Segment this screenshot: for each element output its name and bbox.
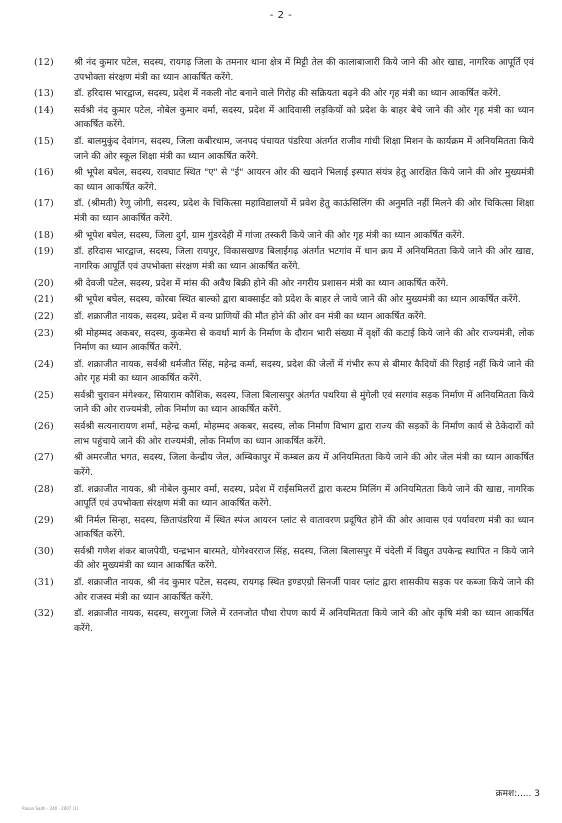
item-text: श्री मोहम्मद अकबर, सदस्य, कुकमेरा से कवर्धा मार्ग के निर्माण के दौरान भारी संख्या में वृक्षों की कटाई किये जाने की ओर राज्यमंत्री, लोक निर्माण का ध्यान आकर्षित करेंगे. — [74, 327, 534, 354]
item-text: श्री निर्मल सिन्हा, सदस्य, छितापंडरिया में स्थित स्पंज आयरन प्लांट से वातावरण प्रदूषित होने की ओर आवास एवं पर्यावरण मंत्री का ध्यान आकर्षित करेंगे. — [74, 514, 534, 541]
page-number: - 2 - — [269, 10, 293, 21]
list-item — [34, 245, 534, 274]
list-item — [34, 451, 534, 480]
item-number: (29) — [34, 514, 54, 526]
list-item — [34, 197, 534, 226]
list-item — [34, 358, 534, 387]
item-number: (31) — [34, 577, 54, 589]
item-number: (28) — [34, 483, 54, 495]
footer-print-info: Rasan Sadh - 240 - 2007 (1) — [22, 806, 79, 811]
item-number: (16) — [34, 167, 54, 179]
item-number: (12) — [34, 57, 54, 68]
item-text: सर्वश्री नंद कुमार पटेल, नोबेल कुमार वर्मा, सदस्य, प्रदेश में आदिवासी लड़कियों को प्रदेश के बाहर बेचे जाने की ओर गृह मंत्री का ध्यान आकर्षित करेंगे. — [74, 104, 534, 131]
item-number: (26) — [34, 421, 54, 433]
list-item — [34, 420, 534, 449]
item-number: (32) — [34, 608, 54, 620]
item-number: (22) — [34, 310, 54, 322]
item-number: (19) — [34, 246, 54, 258]
item-number: (18) — [34, 229, 54, 241]
item-text: डॉ. बालमुकुंद देवांगन, सदस्य, जिला कबीरधाम, जनपद पंचायत पंडरिया अंतर्गत राजीव गांधी शिक्षा मिशन के कार्यक्रम में अनियमितता किये जाने की ओर स्कूल शिक्षा मंत्री का ध्यान आकर्षित करेंगे. — [74, 136, 534, 162]
item-text: डॉ. शक्राजीत नायक, श्री नोबेल कुमार वर्मा, सदस्य, प्रदेश में राईसमिलरों द्वारा कस्टम मिलिंग में अनियमितता किये जाने की खाद्य, नागरिक आपूर्ति एवं उपभोक्ता संरक्षण मंत्री का ध्यान आकर्षित करेंगे. — [74, 483, 534, 509]
list-item — [34, 87, 534, 102]
item-text: श्री भूपेश बघेल, सदस्य, कोरबा स्थित बाल्को द्वारा बाक्साईट को प्रदेश के बाहर ले जाये जाने की ओर मुख्यमंत्री का ध्यान आकर्षित करेंगे. — [74, 294, 521, 306]
list-item — [34, 389, 534, 418]
item-text: सर्वश्री सत्यनारायण शर्मा, महेन्द्र कर्मा, मोहम्मद अकबर, सदस्य, लोक निर्माण विभाग द्वारा राज्य की सड़कों के निर्माण कार्य से ठेकेदारों को लाभ पहुंचाये जाने की ओर राज्यमंत्री, लोक निर्माण का ध्यान आकर्षित करेंगे. — [74, 421, 534, 447]
item-text: डॉ. हरिदास भारद्वाज, सदस्य, जिला रायपुर, विकासखण्ड बिलाईगढ़ अंतर्गत भटगांव में धान क्रय में अनियमितता किये जाने की ओर खाद्य, नागरिक आपूर्ति एवं उपभोक्ता संरक्षण मंत्री का ध्यान आकर्षित करेंगे. — [74, 246, 534, 272]
list-item — [34, 310, 534, 325]
attention-motion-list — [34, 56, 534, 638]
list-item — [34, 166, 534, 195]
list-item — [34, 104, 534, 133]
item-text: डॉ. (श्रीमती) रेणु जोगी, सदस्य, प्रदेश के चिकित्सा महाविद्यालयों में प्रवेश हेतु काऊंसिलिंग की अनुमति नहीं मिलने की ओर चिकित्सा शिक्षा मंत्री का ध्यान आकर्षित करेंगे. — [74, 198, 534, 224]
item-text: सर्वश्री चुरावन मंगेश्कर, सियाराम कौशिक, सदस्य, जिला बिलासपुर अंतर्गत पथरिया से मुंगेली एवं सरगांव सड़क निर्माण में अनियमितता किये जाने की ओर राज्यमंत्री, लोक निर्माण का ध्यान आकर्षित करेंगे. — [74, 389, 534, 416]
list-item — [34, 293, 534, 308]
continued-marker: क्रमश:..... 3 — [495, 789, 540, 799]
item-text: डॉ. शक्राजीत नायक, सदस्य, प्रदेश में वन्य प्राणियों की मौत होने की ओर वन मंत्री का ध्यान आकर्षित करेंगे. — [74, 310, 427, 322]
item-text: सर्वश्री गणेश शंकर बाजपेयी, चन्द्रभान बारमते, योगेश्वरराज सिंह, सदस्य, जिला बिलासपुर में चंदेली में विद्युत उपकेन्द्र स्थापित न किये जाने की ओर मुख्यमंत्री का ध्यान आकर्षित करेंगे. — [74, 545, 534, 572]
list-item — [34, 56, 534, 85]
item-text: श्री देवजी पटेल, सदस्य, प्रदेश में मांस की अवैध बिक्री होने की ओर नगरीय प्रशासन मंत्री का ध्यान आकर्षित करेंगे. — [74, 277, 449, 289]
list-item — [34, 483, 534, 512]
item-number: (30) — [34, 545, 54, 557]
item-text: डॉ. शक्राजीत नायक, श्री नंद कुमार पटेल, सदस्य, रायगढ़ स्थित इण्डएग्रो सिनर्जी पावर प्लांट द्वारा शासकीय सड़क पर कब्जा किये जाने की ओर राजस्व मंत्री का ध्यान आकर्षित करेंगे. — [74, 577, 534, 603]
item-number: (23) — [34, 327, 54, 339]
list-item — [34, 576, 534, 605]
item-number: (17) — [34, 198, 54, 210]
list-item — [34, 545, 534, 574]
list-item — [34, 514, 534, 543]
item-text: डॉ. हरिदास भारद्वाज, सदस्य, प्रदेश में नकली नोट बनाने वाले गिरोह की सक्रियता बढ़ने की ओर गृह मंत्री का ध्यान आकर्षित करेंगे. — [74, 88, 501, 100]
item-text: श्री भूपेश बघेल, सदस्य, रावघाट स्थित "ए" से "ई" आयरन ओर की खदाने भिलाई इस्पात संयंत्र हेतु आरक्षित किये जाने की ओर मुख्यमंत्री का ध्यान आकर्षित करेंगे. — [74, 167, 534, 193]
item-number: (25) — [34, 389, 54, 401]
item-text: श्री नंद कुमार पटेल, सदस्य, रायगढ़ जिला के तमनार थाना क्षेत्र में मिट्टी तेल की कालाबाजारी किये जाने की ओर खाद्य, नागरिक आपूर्ति एवं उपभोक्ता संरक्षण मंत्री का ध्यान आकर्षित करेंगे. — [74, 57, 534, 83]
item-text: श्री अमरजीत भगत, सदस्य, जिला केन्द्रीय जेल, अम्बिकापुर में कम्बल क्रय में अनियमितता किये जाने की ओर जेल मंत्री का ध्यान आकर्षित करेंगे. — [74, 452, 534, 478]
list-item — [34, 327, 534, 356]
item-number: (15) — [34, 136, 54, 148]
item-number: (27) — [34, 452, 54, 464]
item-text: डॉ. शक्राजीत नायक, सदस्य, सरगुजा जिले में रतनजोत पौधा रोपण कार्य में अनियमितता किये जाने की ओर कृषि मंत्री का ध्यान आकर्षित करेंगे. — [74, 608, 534, 634]
list-item — [34, 607, 534, 636]
item-number: (20) — [34, 277, 54, 289]
list-item — [34, 135, 534, 164]
item-text: डॉ. शक्राजीत नायक, सर्वश्री धर्मजीत सिंह, महेन्द्र कर्मा, सदस्य, प्रदेश की जेलों में गंभीर रूप से बीमार कैदियों की रिहाई नहीं किये जाने की ओर गृह मंत्री का ध्यान आकर्षित करेंगे. — [74, 358, 534, 385]
item-number: (14) — [34, 104, 54, 116]
item-number: (21) — [34, 294, 54, 306]
item-text: श्री भूपेश बघेल, सदस्य, जिला दुर्ग, ग्राम गुंडरदेही में गांजा तस्करी किये जाने की ओर गृह मंत्री का ध्यान आकर्षित करेंगे. — [74, 229, 465, 241]
list-item — [34, 277, 534, 292]
list-item — [34, 229, 534, 244]
item-number: (24) — [34, 358, 54, 370]
item-number: (13) — [34, 88, 54, 100]
